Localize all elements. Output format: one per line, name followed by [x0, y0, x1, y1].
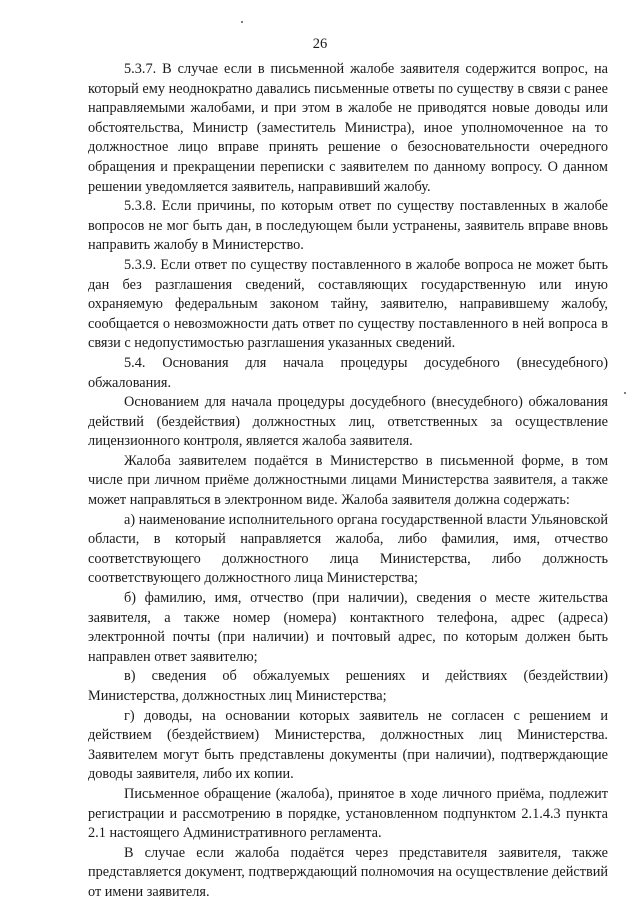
document-body	[88, 60, 608, 903]
paragraph-complaint-form: Жалоба заявителем подаётся в Министерство в письменной форме, в том числе при личном приёме должностными лицами Министерства заявителя, а также может направляться в электронном виде. Жалоба заявителя должна содержать:	[88, 452, 608, 509]
scan-speck	[624, 392, 626, 394]
paragraph-registration: Письменное обращение (жалоба), принятое в ходе личного приёма, подлежит регистрации и рассмотрению в порядке, установленном подпунктом 2.1.4.3 пункта 2.1 настоящего Административного регламента.	[88, 785, 608, 842]
paragraph-5-4-heading: 5.4. Основания для начала процедуры досудебного (внесудебного) обжалования.	[88, 354, 608, 391]
page-number: 26	[312, 36, 328, 52]
paragraph-5-3-9: 5.3.9. Если ответ по существу поставленного в жалобе вопроса не может быть дан без разглашения сведений, составляющих государственную или иную охраняемую федеральным законом тайну, заявителю, направившему жалобу, сообщается о невозможности дать ответ по существу поставленного в ней вопроса в связи с недопустимостью разглашения указанных сведений.	[88, 256, 608, 352]
scan-speck	[241, 21, 243, 23]
paragraph-representative: В случае если жалоба подаётся через представителя заявителя, также представляется документ, подтверждающий полномочия на осуществление действий от имени заявителя.	[88, 844, 608, 900]
list-item-b: б) фамилию, имя, отчество (при наличии), сведения о месте жительства заявителя, а также номер (номера) контактного телефона, адрес (адреса) электронной почты (при наличии) и почтовый адрес, по которым должен быть направлен ответ заявителю;	[88, 590, 608, 665]
list-item-a: а) наименование исполнительного органа государственной власти Ульяновской области, в который направляется жалоба, либо фамилия, имя, отчество соответствующего должностного лица Министерства, либо должность соответствующего должностного лица Министерства;	[88, 511, 608, 587]
paragraph-5-3-8: 5.3.8. Если причины, по которым ответ по существу поставленных в жалобе вопросов не мог быть дан, в последующем были устранены, заявитель вправе вновь направить жалобу в Министерство.	[88, 198, 608, 254]
list-item-g: г) доводы, на основании которых заявитель не согласен с решением и действием (бездействием) Министерства, должностных лиц Министерства. Заявителем могут быть представлены документы (при наличии), подтверждающие доводы заявителя, либо их копии.	[88, 707, 608, 783]
paragraph-grounds: Основанием для начала процедуры досудебного (внесудебного) обжалования действий (бездействия) должностных лиц, ответственных за осуществление лицензионного контроля, является жалоба заявителя.	[88, 394, 608, 450]
list-item-v: в) сведения об обжалуемых решениях и действиях (бездействии) Министерства, должностных лиц Министерства;	[88, 668, 608, 704]
paragraph-5-3-7: 5.3.7. В случае если в письменной жалобе заявителя содержится вопрос, на который ему неоднократно давались письменные ответы по существу в связи с ранее направляемыми жалобами, и при этом в жалобе не приводятся новые доводы или обстоятельства, Министр (заместитель Министра), иное уполномоченное на то должностное лицо вправе принять решение о безосновательности очередного обращения и прекращении переписки с заявителем по данному вопросу. О данном решении уведомляется заявитель, направивший жалобу.	[88, 61, 608, 195]
